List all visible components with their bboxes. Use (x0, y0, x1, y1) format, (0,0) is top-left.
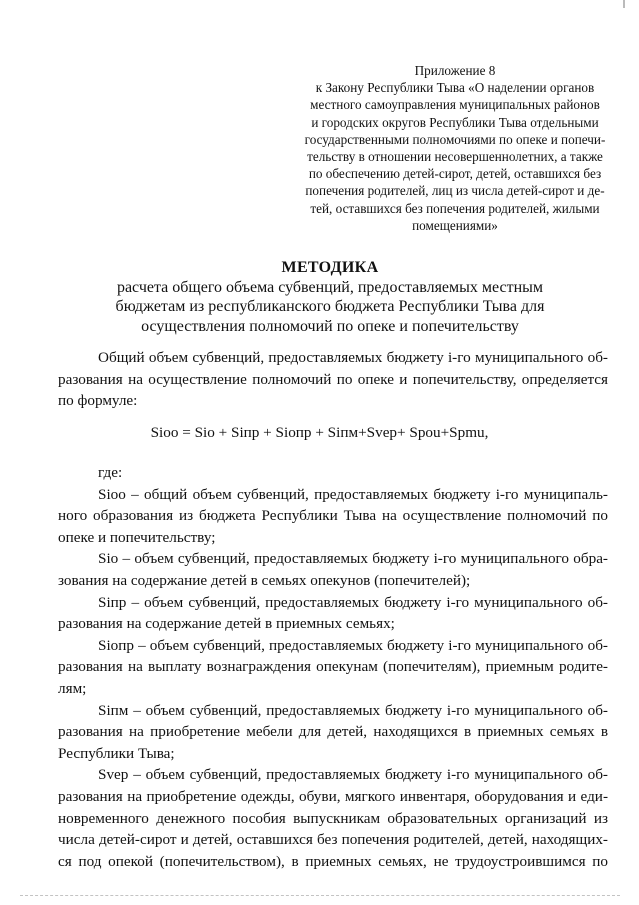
paragraph-line: Общий объем субвенций, предоставляемых бюджету i-го муниципального об- (98, 349, 608, 366)
intro-paragraph (58, 347, 608, 412)
title-sub-line: бюджетам из республиканского бюджета Республики Тыва для (115, 298, 545, 315)
scan-edge-line (20, 895, 620, 896)
document-title (60, 258, 600, 336)
definition-line: Svep – объем субвенций, предоставляемых бюджету i-го муниципального об- (98, 766, 608, 784)
definition-line: Siпм – объем субвенций, предоставляемых бюджету i-го муниципального об- (98, 701, 608, 719)
definition-line: лям; (58, 679, 87, 697)
definition-line: разования на выплату вознаграждения опекунам (попечителям), приемным родите- (58, 658, 608, 676)
appendix-line: попечения родителей, лиц из числа детей-сирот и де- (305, 183, 605, 199)
definition-line: разования на приобретение одежды, обуви, мягкого инвентаря, оборудования и еди- (58, 787, 608, 805)
definition-line: разования на содержание детей в приемных семьях; (58, 615, 395, 633)
appendix-line: и городских округов Республики Тыва отдельными (311, 114, 599, 130)
definition-line: опеке и попечительству; (58, 528, 216, 546)
appendix-line: местного самоуправления муниципальных районов (310, 97, 600, 113)
definition-line: зования на содержание детей в семьях опекунов (попечителей); (58, 571, 471, 589)
definition-line: разования на приобретение мебели для детей, находящихся в приемных семьях в (58, 723, 608, 741)
definition-line: числа детей-сирот и детей, оставшихся без попечения родителей, детей, находящих- (58, 831, 608, 849)
appendix-line: Приложение 8 (414, 63, 496, 78)
definition-line: Sioпр – объем субвенций, предоставляемых бюджету i-го муниципального об- (98, 636, 608, 654)
paragraph-line: по формуле: (58, 392, 138, 410)
appendix-line: тельству в отношении несовершеннолетних, а также (307, 149, 603, 165)
definition-line: новременного денежного пособия выпускникам образовательных организаций из (58, 809, 608, 827)
appendix-header (300, 62, 610, 234)
definition-line: Sioo – общий объем субвенций, предоставляемых бюджету i-го муниципаль- (98, 485, 608, 503)
definition-line: ся под опекой (попечительством), в приемных семьях, не трудоустроившимся по (58, 852, 608, 870)
appendix-line: к Закону Республики Тыва «О наделении органов (315, 80, 595, 96)
definition-line: Siпр – объем субвенций, предоставляемых бюджету i-го муниципального об- (98, 593, 608, 611)
definitions-list (58, 462, 608, 872)
definition-line: Sio – объем субвенций, предоставляемых бюджету i-го муниципального обра- (98, 550, 608, 568)
title-sub-line: расчета общего объема субвенций, предоставляемых местным (116, 278, 544, 296)
scan-mark (623, 0, 625, 8)
appendix-line: государственными полномочиями по опеке и попечи- (304, 131, 606, 147)
title-sub-line: осуществления полномочий по опеке и попечительству (141, 317, 519, 335)
appendix-line: по обеспечению детей-сирот, детей, оставшихся без (308, 166, 602, 182)
definition-line: ного образования из бюджета Республики Тыва на осуществление полномочий по (58, 507, 608, 525)
title-main: МЕТОДИКА (281, 259, 379, 276)
definitions-intro: где: (98, 464, 123, 481)
definition-line: Республики Тыва; (58, 744, 175, 762)
formula: Sioo = Sio + Siпр + Sioпр + Siпм+Svep+ Spou+Spmu, (150, 424, 489, 441)
paragraph-line: разования на осуществление полномочий по опеке и попечительству, определяется (58, 370, 608, 388)
appendix-line: тей, оставшихся без попечения родителей, жилыми (310, 200, 600, 216)
appendix-line: помещениями» (412, 217, 498, 233)
